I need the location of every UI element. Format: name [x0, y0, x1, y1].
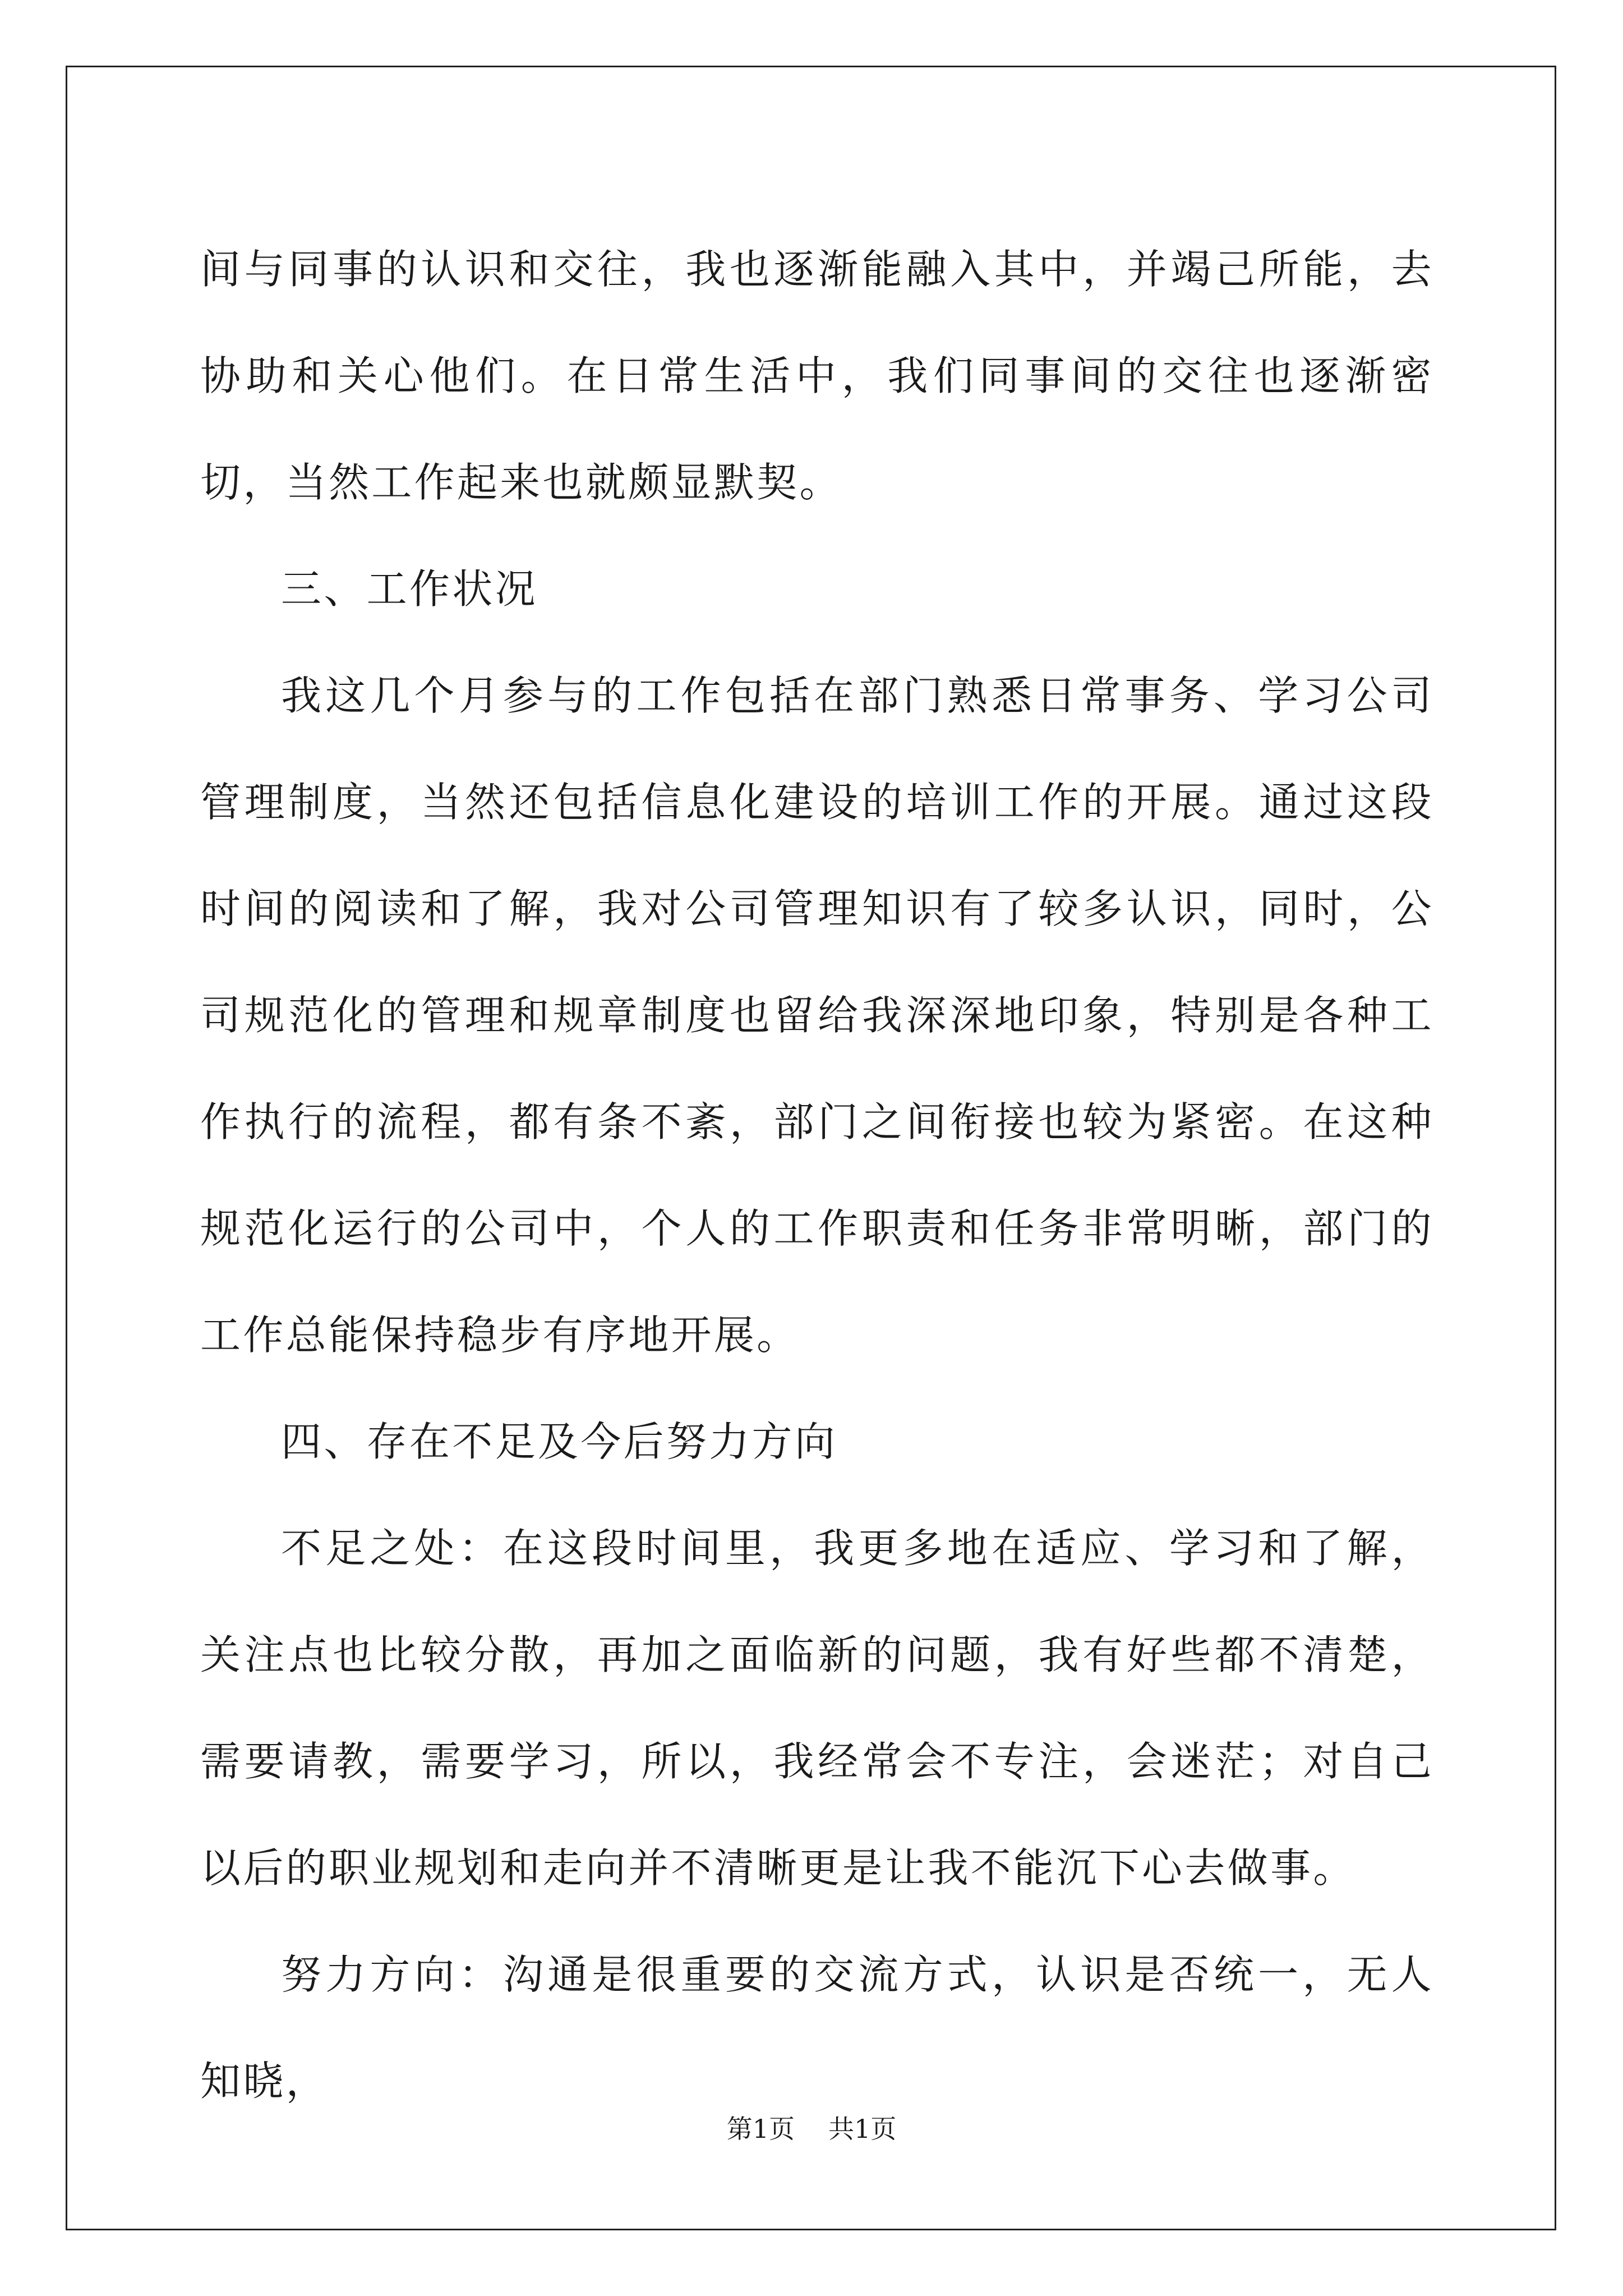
document-body: [200, 216, 1434, 2134]
paragraph-continuation: 间与同事的认识和交往，我也逐渐能融入其中，并竭己所能，去协助和关心他们。在日常生活中，我们同事间的交往也逐渐密切，当然工作起来也就颇显默契。: [200, 246, 1434, 506]
page-number-current: 第1页: [726, 2114, 795, 2144]
paragraph-direction: 努力方向：沟通是很重要的交流方式，认识是否统一，无人知晓，: [200, 1951, 1434, 2105]
paragraph-shortcomings: 不足之处：在这段时间里，我更多地在适应、学习和了解，关注点也比较分散，再加之面临新的问题，我有好些都不清楚，需要请教，需要学习，所以，我经常会不专注，会迷茫；对自己以后的职业规划和走向并不清晰更是让我不能沉下心去做事。: [200, 1525, 1434, 1892]
section-heading-shortcomings: 四、存在不足及今后努力方向: [281, 1418, 838, 1465]
page-footer: [0, 2112, 1623, 2146]
paragraph-work-content: 我这几个月参与的工作包括在部门熟悉日常事务、学习公司管理制度，当然还包括信息化建设的培训工作的开展。通过这段时间的阅读和了解，我对公司管理知识有了较多认识，同时，公司规范化的管理和规章制度也留给我深深地印象，特别是各种工作执行的流程，都有条不紊，部门之间衔接也较为紧密。在这种规范化运行的公司中，个人的工作职责和任务非常明晰，部门的工作总能保持稳步有序地开展。: [200, 672, 1434, 1359]
section-heading-work-status: 三、工作状况: [281, 565, 538, 613]
page-number-total: 共1页: [828, 2114, 897, 2144]
